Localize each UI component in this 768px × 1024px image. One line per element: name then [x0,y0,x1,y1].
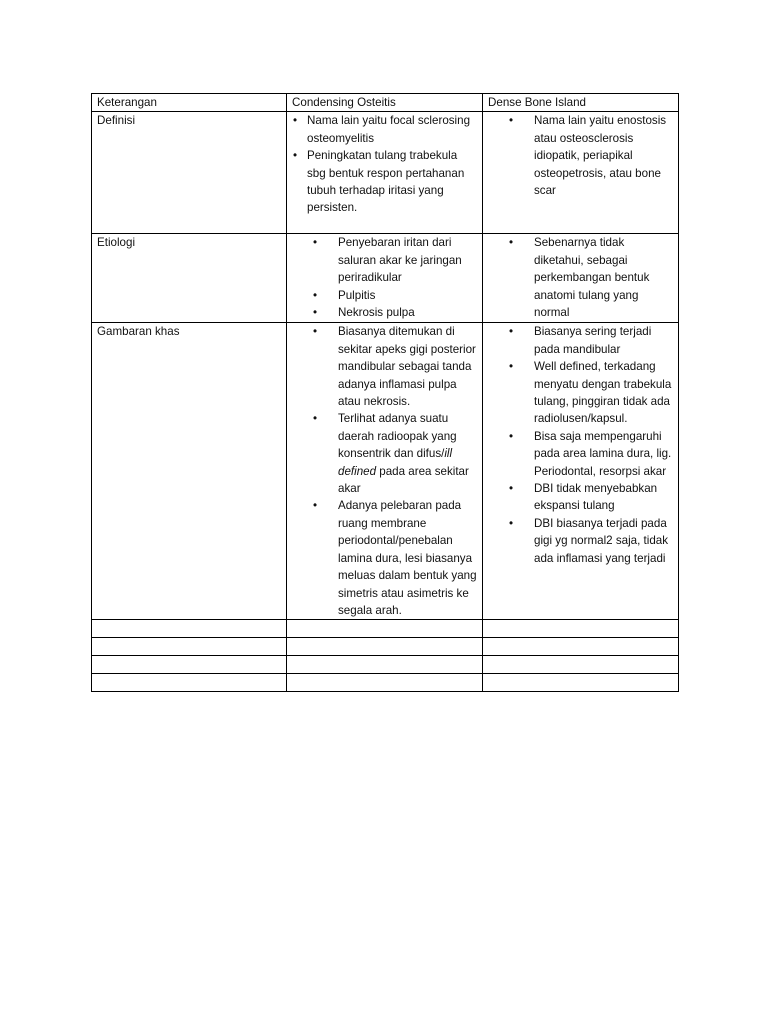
list-item-text: Biasanya ditemukan di sekitar apeks gigi posterior mandibular sebagai tanda adanya inflamasi pulpa atau nekrosis. [338,325,476,409]
list-item [292,234,477,286]
empty-table-row [92,620,679,638]
bullet-icon: • [313,288,318,302]
bullet-icon: • [293,114,298,128]
bullet-list [488,112,673,199]
text-fragment: Terlihat adanya suatu daerah radioopak yang konsentrik dan difus/ [338,412,457,461]
bullet-icon: • [293,149,298,163]
empty-cell [92,656,287,674]
list-item-text: Bisa saja mempengaruhi pada area lamina dura, lig. Periodontal, resorpsi akar [534,429,672,478]
condensing-cell [287,234,483,323]
list-item [292,112,477,147]
empty-table-row [92,638,679,656]
dense-cell [483,234,679,323]
bullet-icon: • [509,325,514,339]
comparison-table [91,93,679,692]
bullet-icon: • [313,325,318,339]
empty-cell [483,620,679,638]
condensing-cell [287,323,483,620]
italic-term: ill defined [338,447,453,478]
bullet-icon: • [509,482,514,496]
list-item [498,428,673,480]
dense-cell [483,112,679,234]
list-item-text: Adanya pelebaran pada ruang membrane periodontal/penebalan lamina dura, lesi biasanya meluas dalam bentuk yang simetris atau asimetris ke segala arah. [338,499,477,617]
bullet-icon: • [509,114,514,128]
empty-cell [287,638,483,656]
text-fragment: pada area sekitar akar [338,464,469,496]
list-item-text: Nekrosis pulpa [338,306,415,320]
table-header-row [92,94,679,112]
empty-table-row [92,674,679,692]
list-item [498,515,673,567]
list-item [498,358,673,428]
bullet-list [292,323,477,619]
bullet-icon: • [313,412,318,426]
bullet-list [292,112,477,216]
list-item [292,147,477,217]
list-item-text: Sebenarnya tidak diketahui, sebagai perkembangan bentuk anatomi tulang yang normal [534,236,650,320]
header-condensing-osteitis: Condensing Osteitis [287,94,483,112]
condensing-cell [287,112,483,234]
list-item-text: Nama lain yaitu focal sclerosing osteomyelitis [307,114,471,145]
bullet-list [488,323,673,567]
empty-cell [287,620,483,638]
empty-cell [92,638,287,656]
row-label: Definisi [92,112,287,234]
bullet-icon: • [509,429,514,443]
list-item [292,497,477,619]
list-item [292,410,477,497]
bullet-icon: • [509,516,514,530]
table-row-etiologi [92,234,679,323]
list-item [292,287,477,304]
empty-table-row [92,656,679,674]
empty-cell [92,620,287,638]
list-item-text: Penyebaran iritan dari saluran akar ke jaringan periradikular [338,236,462,285]
empty-cell [92,674,287,692]
header-dense-bone-island: Dense Bone Island [483,94,679,112]
bullet-icon: • [313,499,318,513]
empty-cell [287,656,483,674]
list-item [498,234,673,321]
list-item-text: Biasanya sering terjadi pada mandibular [534,325,652,356]
bullet-icon: • [313,236,318,250]
dense-cell [483,323,679,620]
empty-cell [287,674,483,692]
list-item-text: DBI biasanya terjadi pada gigi yg normal2 saja, tidak ada inflamasi yang terjadi [534,516,669,565]
list-item [498,480,673,515]
empty-cell [483,638,679,656]
list-item [488,112,673,199]
list-item-text: DBI tidak menyebabkan ekspansi tulang [534,482,658,513]
list-item-text: Well defined, terkadang menyatu dengan trabekula tulang, pinggiran tidak ada radiolusen/kapsul. [534,360,672,426]
table-row-gambaran-khas [92,323,679,620]
header-keterangan: Keterangan [92,94,287,112]
list-item [292,323,477,410]
empty-cell [483,656,679,674]
bullet-icon: • [313,306,318,320]
bullet-icon: • [509,360,514,374]
bullet-list [292,234,477,321]
list-item [292,304,477,321]
list-item-text: Nama lain yaitu enostosis atau osteosclerosis idiopatik, periapikal osteopetrosis, atau bone scar [534,114,667,198]
row-label: Gambaran khas [92,323,287,620]
list-item-text: Pulpitis [338,288,376,302]
empty-cell [483,674,679,692]
bullet-list [488,234,673,321]
list-item-text: Peningkatan tulang trabekula sbg bentuk respon pertahanan tubuh terhadap iritasi yang persisten. [307,149,465,215]
list-item-text [338,412,469,495]
row-label: Etiologi [92,234,287,323]
table-row-definisi [92,112,679,234]
bullet-icon: • [509,236,514,250]
list-item [498,323,673,358]
